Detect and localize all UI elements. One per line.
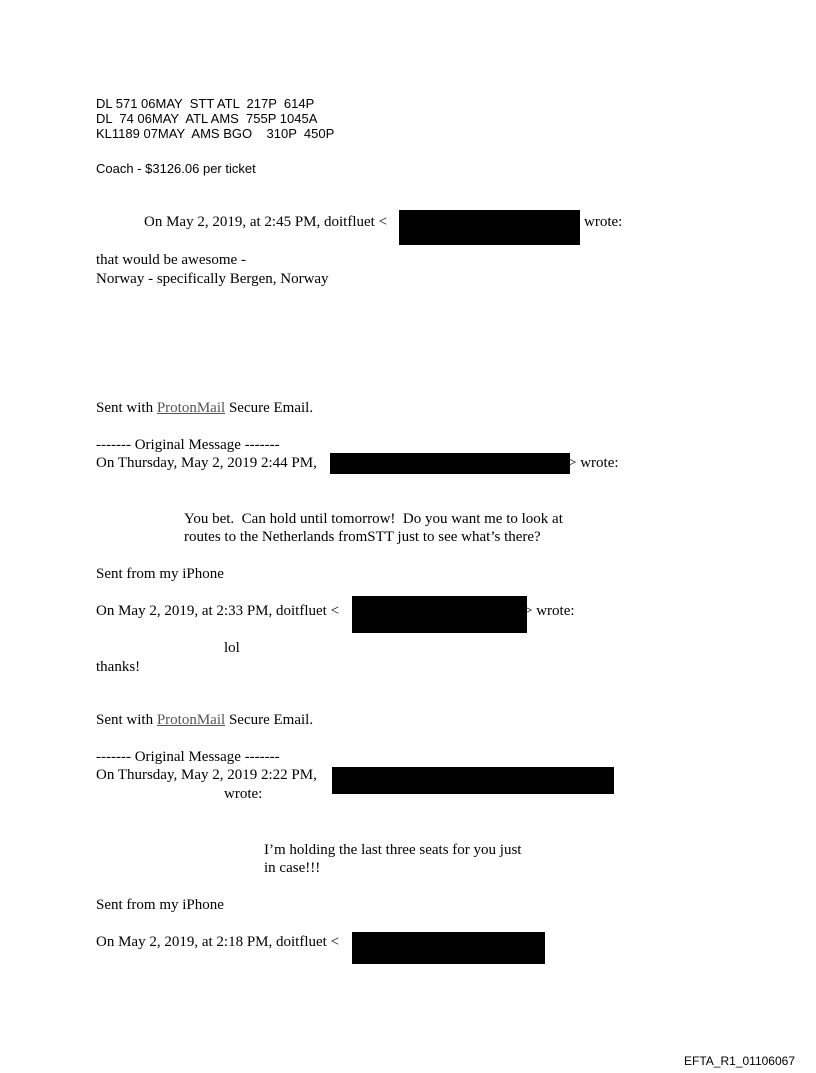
orig1-header: On Thursday, May 2, 2019 2:44 PM, [96, 455, 317, 471]
flight-line-2: DL 74 06MAY ATL AMS 755P 1045A [96, 111, 318, 126]
original-message-divider: ------- Original Message ------- [96, 437, 280, 453]
reply2-body-thanks: thanks! [96, 659, 141, 675]
orig1-body-line-2: routes to the Netherlands fromSTT just to see what’s there? [184, 529, 541, 545]
orig1-body-line-1: You bet. Can hold until tomorrow! Do you want me to look at [184, 511, 563, 527]
reply1-body-line-2: Norway - specifically Bergen, Norway [96, 271, 329, 287]
reply2-header: On May 2, 2019, at 2:33 PM, doitfluet < [96, 603, 340, 619]
signature-suffix: Secure Email. [225, 712, 314, 728]
redaction-box [332, 767, 614, 794]
reply1-wrote: wrote: [584, 214, 623, 230]
document-id: EFTA_R1_01106067 [684, 1054, 795, 1068]
reply3-header: On May 2, 2019, at 2:18 PM, doitfluet < [96, 934, 340, 950]
reply2-body-lol: lol [224, 640, 240, 656]
redaction-box [330, 453, 570, 474]
flight-line-1: DL 571 06MAY STT ATL 217P 614P [96, 96, 315, 111]
protonmail-link[interactable]: ProtonMail [156, 712, 226, 728]
orig1-wrote: > wrote: [568, 455, 619, 471]
orig2-header: On Thursday, May 2, 2019 2:22 PM, [96, 767, 317, 783]
signature-suffix: Secure Email. [225, 400, 314, 416]
sent-from-iphone-2: Sent from my iPhone [96, 897, 224, 913]
signature-prefix: Sent with [96, 400, 157, 416]
redaction-box [399, 210, 580, 245]
reply2-wrote: > wrote: [524, 603, 575, 619]
sent-from-iphone-1: Sent from my iPhone [96, 566, 224, 582]
signature-2 [96, 711, 313, 730]
orig2-body-line-2: in case!!! [264, 860, 321, 876]
flight-line-3: KL1189 07MAY AMS BGO 310P 450P [96, 126, 335, 141]
signature-1 [96, 399, 313, 418]
redaction-box [352, 932, 545, 964]
orig2-body-line-1: I’m holding the last three seats for you just [264, 842, 522, 858]
reply1-header: On May 2, 2019, at 2:45 PM, doitfluet < [144, 214, 388, 230]
orig2-wrote: wrote: [224, 786, 263, 802]
fare-line: Coach - $3126.06 per ticket [96, 161, 256, 176]
redaction-box [352, 596, 527, 633]
reply1-body-line-1: that would be awesome - [96, 252, 246, 268]
protonmail-link[interactable]: ProtonMail [156, 400, 226, 416]
original-message-divider: ------- Original Message ------- [96, 749, 280, 765]
signature-prefix: Sent with [96, 712, 157, 728]
